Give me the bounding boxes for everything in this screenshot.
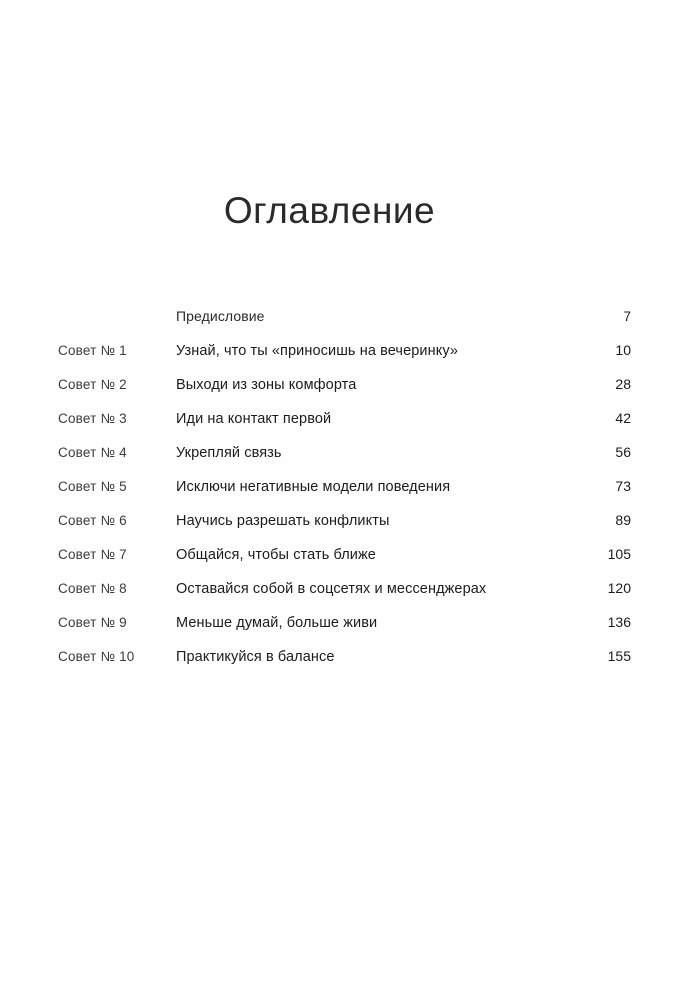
toc-row-page-number: 89: [615, 512, 631, 528]
toc-row-label: Совет № 1: [58, 343, 127, 358]
toc-row[interactable]: [58, 512, 631, 546]
toc-row-page-number: 105: [607, 546, 631, 562]
toc-row[interactable]: [58, 376, 631, 410]
toc-row-title[interactable]: Научись разрешать конфликты: [176, 513, 390, 529]
toc-row-page-number: 73: [615, 478, 631, 494]
toc-row-label: Совет № 8: [58, 581, 127, 596]
toc-row-title[interactable]: Исключи негативные модели поведения: [176, 479, 451, 495]
toc-row-page-number: 10: [615, 342, 631, 358]
toc-row-page-number: 120: [607, 580, 631, 596]
toc-row[interactable]: [58, 614, 631, 648]
toc-row-title[interactable]: Выходи из зоны комфорта: [176, 377, 357, 393]
page-title: Оглавление: [223, 190, 436, 231]
toc-row[interactable]: [58, 342, 631, 376]
toc-row[interactable]: [58, 546, 631, 580]
toc-row-page-number: 7: [623, 309, 631, 324]
toc-row[interactable]: [58, 478, 631, 512]
toc-row-page-number: 155: [607, 648, 631, 664]
toc-row[interactable]: [58, 410, 631, 444]
toc-row-label: Совет № 9: [58, 615, 127, 630]
table-of-contents: [58, 308, 631, 682]
toc-row-page-number: 42: [615, 410, 631, 426]
toc-row-title[interactable]: Оставайся собой в соцсетях и мессенджерах: [176, 581, 487, 597]
toc-row-page-number: 28: [615, 376, 631, 392]
toc-row-title[interactable]: Укрепляй связь: [176, 445, 282, 461]
toc-row-label: Совет № 5: [58, 479, 127, 494]
toc-row-title[interactable]: Иди на контакт первой: [176, 411, 332, 427]
toc-row[interactable]: [58, 308, 631, 342]
toc-row-title[interactable]: Предисловие: [176, 308, 265, 324]
toc-row-label: Совет № 4: [58, 445, 127, 460]
toc-row[interactable]: [58, 444, 631, 478]
toc-row[interactable]: [58, 580, 631, 614]
toc-row-title[interactable]: Общайся, чтобы стать ближе: [176, 547, 376, 563]
toc-row-page-number: 56: [615, 444, 631, 460]
toc-row-title[interactable]: Практикуйся в балансе: [176, 649, 335, 665]
toc-row-label: Совет № 6: [58, 513, 127, 528]
toc-row-title[interactable]: Узнай, что ты «приносишь на вечеринку»: [176, 343, 459, 359]
toc-row-title[interactable]: Меньше думай, больше живи: [176, 615, 378, 631]
toc-row-page-number: 136: [607, 614, 631, 630]
toc-row-label: Совет № 10: [58, 649, 135, 664]
toc-row-label: Совет № 2: [58, 377, 127, 392]
toc-row-label: Совет № 7: [58, 547, 127, 562]
toc-row-label: Совет № 3: [58, 411, 127, 426]
toc-row[interactable]: [58, 648, 631, 682]
